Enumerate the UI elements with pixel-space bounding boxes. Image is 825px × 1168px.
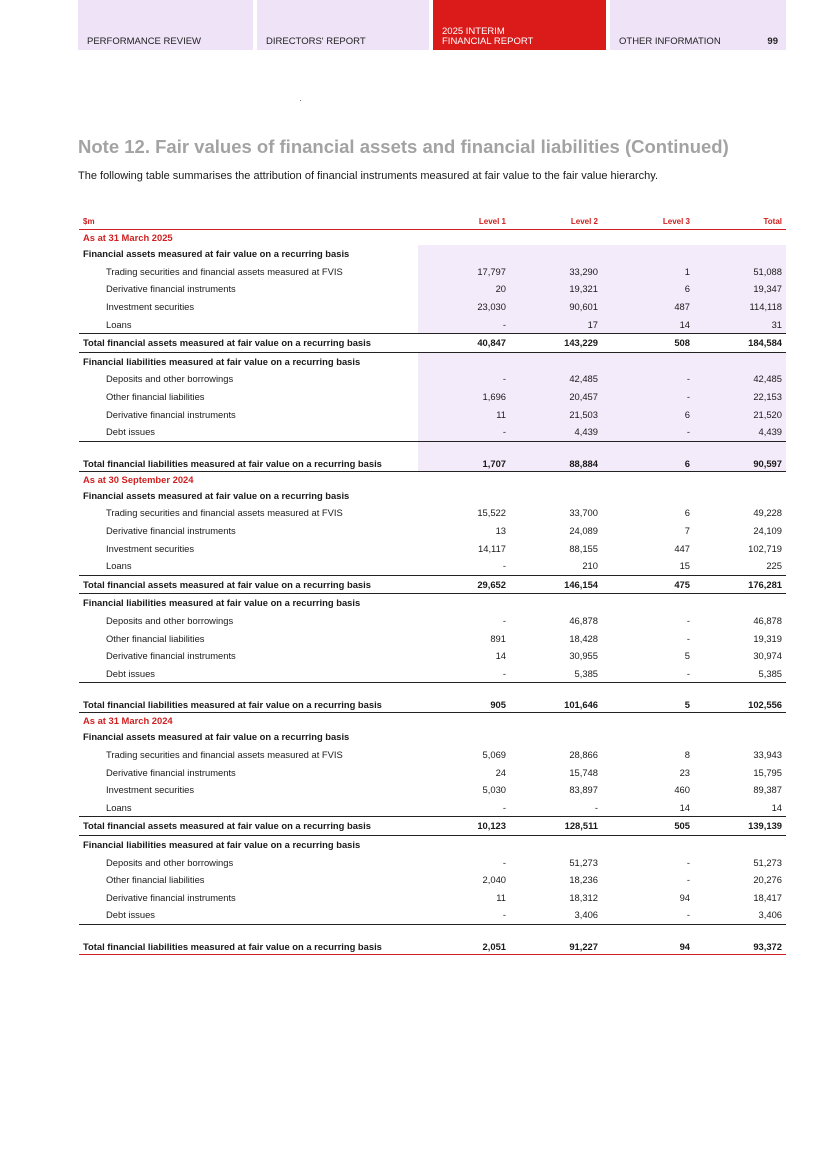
fair-value-table bbox=[79, 213, 786, 955]
cell-value: 128,511 bbox=[510, 817, 602, 836]
cell-value: 146,154 bbox=[510, 575, 602, 594]
cell-value: 15 bbox=[679, 560, 690, 572]
table-row bbox=[79, 388, 786, 406]
row-label: Total financial liabilities measured at fair value on a recurring basis bbox=[79, 683, 418, 713]
cell-value bbox=[694, 728, 786, 746]
table-row bbox=[79, 647, 786, 665]
cell-value bbox=[694, 245, 786, 263]
cell-value: 93,372 bbox=[694, 924, 786, 954]
row-label: Investment securities bbox=[106, 784, 195, 796]
cell-value: 94 bbox=[679, 891, 690, 903]
cell-value: 447 bbox=[674, 542, 690, 554]
row-label: Derivative financial instruments bbox=[106, 891, 236, 903]
cell-value: 6 bbox=[602, 405, 694, 423]
row-label: Investment securities bbox=[106, 301, 195, 313]
cell-value bbox=[694, 230, 786, 246]
cell-value bbox=[418, 471, 510, 487]
section-heading bbox=[79, 352, 786, 370]
tab-label: PERFORMANCE REVIEW bbox=[87, 36, 202, 47]
table-row bbox=[79, 612, 786, 630]
cell-value: 83,897 bbox=[569, 784, 598, 796]
cell-value: - bbox=[418, 370, 510, 388]
cell-value: 19,347 bbox=[694, 280, 786, 298]
cell-value: 51,088 bbox=[694, 263, 786, 281]
total-row bbox=[79, 333, 786, 352]
cell-value: 114,118 bbox=[694, 298, 786, 316]
cell-value bbox=[510, 713, 602, 729]
cell-value: - bbox=[686, 667, 690, 679]
row-label: As at 31 March 2025 bbox=[83, 232, 173, 243]
table-row bbox=[79, 405, 786, 423]
row-label: Total financial liabilities measured at fair value on a recurring basis bbox=[79, 924, 418, 954]
page-number: 99 bbox=[767, 36, 778, 47]
cell-value bbox=[602, 594, 694, 612]
cell-value: 15,748 bbox=[569, 766, 598, 778]
cell-value: 13 bbox=[495, 525, 506, 537]
column-header: Level 1 bbox=[418, 213, 510, 230]
period-heading bbox=[79, 230, 786, 246]
cell-value: 42,485 bbox=[694, 370, 786, 388]
row-label: Other financial liabilities bbox=[106, 632, 205, 644]
cell-value bbox=[418, 728, 510, 746]
cell-value: 46,878 bbox=[753, 614, 782, 626]
cell-value: 33,290 bbox=[510, 263, 602, 281]
cell-value: 1 bbox=[602, 263, 694, 281]
table-row bbox=[79, 263, 786, 281]
cell-value: 210 bbox=[582, 560, 598, 572]
cell-value: 6 bbox=[602, 280, 694, 298]
cell-value: 23,030 bbox=[418, 298, 510, 316]
cell-value: 17 bbox=[510, 315, 602, 333]
cell-value: 101,646 bbox=[510, 683, 602, 713]
row-label: Derivative financial instruments bbox=[106, 408, 236, 420]
cell-value: 30,955 bbox=[569, 650, 598, 662]
cell-value bbox=[602, 352, 694, 370]
table-row bbox=[79, 763, 786, 781]
row-label: Financial assets measured at fair value on a recurring basis bbox=[83, 731, 350, 743]
cell-value bbox=[694, 487, 786, 505]
cell-value: 891 bbox=[490, 632, 506, 644]
total-row bbox=[79, 575, 786, 594]
table-row bbox=[79, 522, 786, 540]
cell-value: - bbox=[602, 388, 694, 406]
row-label: As at 31 March 2024 bbox=[83, 715, 173, 727]
cell-value: - bbox=[418, 423, 510, 441]
table-row bbox=[79, 423, 786, 441]
cell-value: 225 bbox=[766, 560, 782, 572]
row-label: Financial liabilities measured at fair value on a recurring basis bbox=[83, 355, 361, 367]
row-label: Financial liabilities measured at fair value on a recurring basis bbox=[83, 597, 361, 609]
cell-value: 3,406 bbox=[574, 909, 598, 921]
cell-value: 5,069 bbox=[482, 748, 506, 760]
table-row bbox=[79, 504, 786, 522]
cell-value: - bbox=[602, 370, 694, 388]
cell-value: 33,943 bbox=[753, 748, 782, 760]
table-row bbox=[79, 370, 786, 388]
cell-value: 21,520 bbox=[694, 405, 786, 423]
row-label: Total financial assets measured at fair value on a recurring basis bbox=[79, 333, 418, 352]
table-row bbox=[79, 280, 786, 298]
row-label: Trading securities and financial assets measured at FVIS bbox=[106, 748, 343, 760]
table-row bbox=[79, 798, 786, 816]
row-label: Debt issues bbox=[106, 426, 155, 438]
cell-value: 19,319 bbox=[753, 632, 782, 644]
cell-value: 5 bbox=[602, 683, 694, 713]
cell-value bbox=[418, 594, 510, 612]
cell-value: 49,228 bbox=[753, 507, 782, 519]
table-body bbox=[79, 230, 786, 955]
cell-value: 5,385 bbox=[758, 667, 782, 679]
cell-value: - bbox=[686, 909, 690, 921]
table-row bbox=[79, 871, 786, 889]
table-row bbox=[79, 629, 786, 647]
cell-value: 19,321 bbox=[510, 280, 602, 298]
section-heading bbox=[79, 245, 786, 263]
cell-value: 1,696 bbox=[418, 388, 510, 406]
cell-value: 18,312 bbox=[569, 891, 598, 903]
table-row bbox=[79, 664, 786, 682]
cell-value: 1,707 bbox=[418, 441, 510, 471]
cell-value: 5 bbox=[684, 650, 690, 662]
cell-value: 89,387 bbox=[753, 784, 782, 796]
tab-other-information[interactable] bbox=[610, 0, 786, 50]
cell-value bbox=[510, 487, 602, 505]
cell-value bbox=[602, 487, 694, 505]
cell-value: 487 bbox=[602, 298, 694, 316]
row-label: Deposits and other borrowings bbox=[106, 856, 234, 868]
cell-value bbox=[602, 230, 694, 246]
section-heading bbox=[79, 487, 786, 505]
cell-value: 14 bbox=[495, 650, 506, 662]
cell-value: 505 bbox=[602, 817, 694, 836]
cell-value: 14 bbox=[771, 801, 782, 813]
tab-directors-report[interactable] bbox=[257, 0, 429, 50]
cell-value: 28,866 bbox=[569, 748, 598, 760]
row-label: Debt issues bbox=[106, 909, 155, 921]
cell-value bbox=[418, 713, 510, 729]
row-label: Total financial assets measured at fair value on a recurring basis bbox=[79, 575, 418, 594]
cell-value: 11 bbox=[496, 891, 506, 903]
cell-value bbox=[694, 594, 786, 612]
cell-value: 102,556 bbox=[694, 683, 786, 713]
cell-value: 5,030 bbox=[482, 784, 506, 796]
period-heading bbox=[79, 713, 786, 729]
cell-value: 29,652 bbox=[418, 575, 510, 594]
cell-value bbox=[602, 713, 694, 729]
cell-value: 51,273 bbox=[569, 856, 598, 868]
cell-value: 20,457 bbox=[510, 388, 602, 406]
cell-value: 18,417 bbox=[753, 891, 782, 903]
cell-value: 8 bbox=[684, 748, 690, 760]
cell-value bbox=[694, 471, 786, 487]
cell-value: 18,428 bbox=[569, 632, 598, 644]
row-label: Other financial liabilities bbox=[106, 874, 205, 886]
row-label: Trading securities and financial assets measured at FVIS bbox=[106, 265, 343, 277]
row-label: Derivative financial instruments bbox=[106, 525, 236, 537]
cell-value bbox=[418, 835, 510, 853]
cell-value: 475 bbox=[602, 575, 694, 594]
header-nav bbox=[78, 0, 786, 50]
row-label: Other financial liabilities bbox=[106, 391, 205, 403]
table-header-row bbox=[79, 213, 786, 230]
column-header: Total bbox=[694, 213, 786, 230]
row-label: Deposits and other borrowings bbox=[106, 373, 234, 385]
cell-value: - bbox=[418, 315, 510, 333]
tab-label: DIRECTORS' REPORT bbox=[266, 36, 366, 47]
cell-value: 20,276 bbox=[753, 874, 782, 886]
cell-value bbox=[602, 471, 694, 487]
cell-value: - bbox=[502, 856, 506, 868]
cell-value: 3,406 bbox=[758, 909, 782, 921]
table-row bbox=[79, 315, 786, 333]
row-label: Financial liabilities measured at fair value on a recurring basis bbox=[83, 838, 361, 850]
cell-value: 51,273 bbox=[753, 856, 782, 868]
cell-value: 14,117 bbox=[478, 542, 506, 554]
row-label: Derivative financial instruments bbox=[106, 650, 236, 662]
cell-value: 102,719 bbox=[748, 542, 782, 554]
cell-value bbox=[602, 728, 694, 746]
tab-label: 2025 INTERIM FINANCIAL REPORT bbox=[442, 26, 534, 47]
row-label: Financial assets measured at fair value on a recurring basis bbox=[83, 248, 350, 260]
page-title: Note 12. Fair values of financial assets and financial liabilities (Continued) bbox=[78, 136, 729, 157]
cell-value: 33,700 bbox=[569, 507, 598, 519]
cell-value: 176,281 bbox=[694, 575, 786, 594]
cell-value: - bbox=[502, 560, 506, 572]
cell-value: 6 bbox=[602, 441, 694, 471]
cell-value: 18,236 bbox=[569, 874, 598, 886]
table-row bbox=[79, 746, 786, 764]
cell-value bbox=[510, 471, 602, 487]
cell-value: 11 bbox=[418, 405, 510, 423]
cell-value bbox=[510, 245, 602, 263]
row-label: Loans bbox=[106, 560, 132, 572]
total-row bbox=[79, 924, 786, 954]
cell-value: 23 bbox=[679, 766, 690, 778]
stray-mark bbox=[300, 100, 301, 101]
cell-value: - bbox=[502, 667, 506, 679]
total-row bbox=[79, 817, 786, 836]
cell-value bbox=[510, 594, 602, 612]
cell-value: - bbox=[502, 614, 506, 626]
cell-value: 4,439 bbox=[694, 423, 786, 441]
cell-value: 6 bbox=[684, 507, 690, 519]
row-label: Deposits and other borrowings bbox=[106, 614, 234, 626]
cell-value: 508 bbox=[602, 333, 694, 352]
cell-value bbox=[510, 728, 602, 746]
cell-value bbox=[510, 230, 602, 246]
cell-value: - bbox=[502, 801, 506, 813]
cell-value bbox=[418, 245, 510, 263]
intro-text: The following table summarises the attribution of financial instruments measured at fair value to the fair value hierarchy. bbox=[78, 170, 659, 182]
cell-value: - bbox=[686, 874, 690, 886]
cell-value: 24,109 bbox=[753, 525, 782, 537]
column-header: Level 3 bbox=[602, 213, 694, 230]
total-row bbox=[79, 683, 786, 713]
cell-value: 460 bbox=[674, 784, 690, 796]
cell-value: 905 bbox=[418, 683, 510, 713]
row-label: Derivative financial instruments bbox=[106, 283, 236, 295]
cell-value: 15,795 bbox=[753, 766, 782, 778]
cell-value: 24,089 bbox=[569, 525, 598, 537]
cell-value bbox=[602, 835, 694, 853]
section-heading bbox=[79, 835, 786, 853]
cell-value bbox=[510, 352, 602, 370]
cell-value: 91,227 bbox=[510, 924, 602, 954]
table-row bbox=[79, 906, 786, 924]
row-label: Debt issues bbox=[106, 667, 155, 679]
row-label: Total financial assets measured at fair value on a recurring basis bbox=[79, 817, 418, 836]
cell-value: 88,155 bbox=[569, 542, 598, 554]
period-heading bbox=[79, 471, 786, 487]
cell-value bbox=[418, 487, 510, 505]
section-heading bbox=[79, 594, 786, 612]
cell-value: 46,878 bbox=[569, 614, 598, 626]
cell-value: 94 bbox=[602, 924, 694, 954]
cell-value: 4,439 bbox=[510, 423, 602, 441]
cell-value: 20 bbox=[418, 280, 510, 298]
cell-value: 90,597 bbox=[694, 441, 786, 471]
cell-value: 90,601 bbox=[510, 298, 602, 316]
column-header: $m bbox=[79, 213, 418, 230]
column-header: Level 2 bbox=[510, 213, 602, 230]
cell-value: 139,139 bbox=[694, 817, 786, 836]
tab-interim-financial-report[interactable] bbox=[433, 0, 606, 50]
cell-value: 2,051 bbox=[418, 924, 510, 954]
cell-value bbox=[418, 352, 510, 370]
tab-label: OTHER INFORMATION bbox=[619, 36, 721, 47]
table-row bbox=[79, 781, 786, 799]
tab-performance-review[interactable] bbox=[78, 0, 253, 50]
cell-value bbox=[602, 245, 694, 263]
cell-value: 31 bbox=[694, 315, 786, 333]
row-label: Financial assets measured at fair value on a recurring basis bbox=[83, 489, 350, 501]
cell-value: 30,974 bbox=[753, 650, 782, 662]
cell-value bbox=[694, 713, 786, 729]
cell-value: 42,485 bbox=[510, 370, 602, 388]
cell-value bbox=[510, 835, 602, 853]
cell-value: 24 bbox=[495, 766, 506, 778]
table-row bbox=[79, 298, 786, 316]
cell-value: - bbox=[602, 423, 694, 441]
table-row bbox=[79, 557, 786, 575]
row-label: Loans bbox=[106, 801, 132, 813]
cell-value: 40,847 bbox=[418, 333, 510, 352]
cell-value bbox=[694, 352, 786, 370]
cell-value: 21,503 bbox=[510, 405, 602, 423]
cell-value: - bbox=[686, 614, 690, 626]
cell-value: - bbox=[594, 801, 598, 813]
cell-value bbox=[694, 835, 786, 853]
table-row bbox=[79, 853, 786, 871]
cell-value: 10,123 bbox=[418, 817, 510, 836]
cell-value: - bbox=[686, 856, 690, 868]
cell-value: 22,153 bbox=[694, 388, 786, 406]
cell-value bbox=[418, 230, 510, 246]
cell-value: 17,797 bbox=[418, 263, 510, 281]
row-label: Total financial liabilities measured at fair value on a recurring basis bbox=[79, 441, 418, 471]
row-label: Investment securities bbox=[106, 542, 195, 554]
cell-value: 88,884 bbox=[510, 441, 602, 471]
cell-value: 184,584 bbox=[694, 333, 786, 352]
row-label: Trading securities and financial assets measured at FVIS bbox=[106, 507, 343, 519]
row-label: Loans bbox=[106, 318, 132, 330]
cell-value: 2,040 bbox=[482, 874, 506, 886]
cell-value: 5,385 bbox=[574, 667, 598, 679]
row-label: Derivative financial instruments bbox=[106, 766, 236, 778]
section-heading bbox=[79, 728, 786, 746]
cell-value: 143,229 bbox=[510, 333, 602, 352]
table-row bbox=[79, 888, 786, 906]
cell-value: - bbox=[502, 909, 506, 921]
cell-value: 7 bbox=[684, 525, 690, 537]
row-label: As at 30 September 2024 bbox=[83, 473, 194, 485]
total-row bbox=[79, 441, 786, 471]
table-row bbox=[79, 539, 786, 557]
cell-value: 14 bbox=[602, 315, 694, 333]
cell-value: 15,522 bbox=[477, 507, 506, 519]
cell-value: - bbox=[686, 632, 690, 644]
cell-value: 14 bbox=[679, 801, 690, 813]
